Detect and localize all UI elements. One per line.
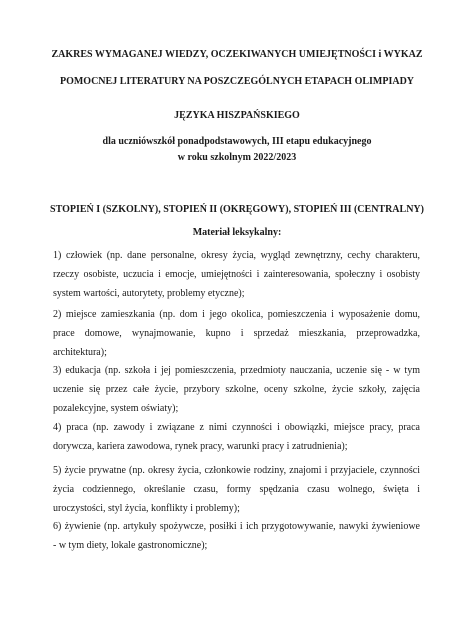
item-line: 1) człowiek (np. dane personalne, okresy życia, wygląd zewnętrzny, cechy charakteru, (53, 250, 420, 261)
lexical-item-4 (53, 418, 420, 456)
item-line: architektura); (53, 347, 107, 358)
item-line: system wartości, autorytety, problemy etyczne); (53, 288, 245, 299)
lexical-item-1 (53, 246, 420, 303)
item-line: 2) miejsce zamieszkania (np. dom i jego okolica, pomieszczenia i wyposażenie domu, (53, 309, 420, 320)
item-line: prace domowe, wynajmowanie, kupno i sprzedaż mieszkania, przeprowadzka, (53, 328, 420, 339)
title-line-3: JĘZYKA HISZPAŃSKIEGO (174, 110, 300, 121)
lexical-item-3 (53, 361, 420, 418)
lexical-item-5 (53, 461, 420, 518)
item-line: 5) życie prywatne (np. okresy życia, członkowie rodziny, znajomi i przyjaciele, czynności (53, 465, 420, 476)
lexical-item-6 (53, 517, 420, 555)
section-title: Materiał leksykalny: (192, 227, 282, 238)
item-line: dorywcza, kariera zawodowa, rynek pracy, warunki pracy i zatrudnienia); (53, 441, 348, 452)
item-line: 4) praca (np. zawody i związane z nimi czynności i obowiązki, miejsce pracy, praca (53, 422, 420, 433)
item-line: życia codziennego, określanie czasu, formy spędzania czasu wolnego, święta i (53, 484, 420, 495)
item-line: 3) edukacja (np. szkoła i jej pomieszczenia, przedmioty nauczania, uczenie się - w tym (53, 365, 420, 376)
subtitle-line-1: dla uczniówszkół ponadpodstawowych, III etapu edukacyjnego (102, 136, 372, 147)
item-line: pozalekcyjne, system oświaty); (53, 403, 179, 414)
item-line: rzeczy osobiste, uczucia i emocje, umiejętności i zainteresowania, społeczny i osobisty (53, 269, 420, 280)
item-line: uroczystości, styl życia, konflikty i problemy); (53, 503, 240, 514)
lexical-item-2 (53, 305, 420, 362)
stages-heading: STOPIEŃ I (SZKOLNY), STOPIEŃ II (OKRĘGOWY), STOPIEŃ III (CENTRALNY) (50, 204, 424, 215)
title-line-1: ZAKRES WYMAGANEJ WIEDZY, OCZEKIWANYCH UMIEJĘTNOŚCI i WYKAZ (51, 49, 423, 60)
title-line-2: POMOCNEJ LITERATURY NA POSZCZEGÓLNYCH ETAPACH OLIMPIADY (59, 76, 415, 87)
item-line: uczenie się przez całe życie, przybory szkolne, oceny szkolne, życie szkoły, zajęcia (53, 384, 420, 395)
subtitle-line-2: w roku szkolnym 2022/2023 (177, 152, 297, 163)
item-line: 6) żywienie (np. artykuły spożywcze, posiłki i ich przygotowywanie, nawyki żywieniowe (53, 521, 420, 532)
item-line: - w tym diety, lokale gastronomiczne); (53, 540, 208, 551)
